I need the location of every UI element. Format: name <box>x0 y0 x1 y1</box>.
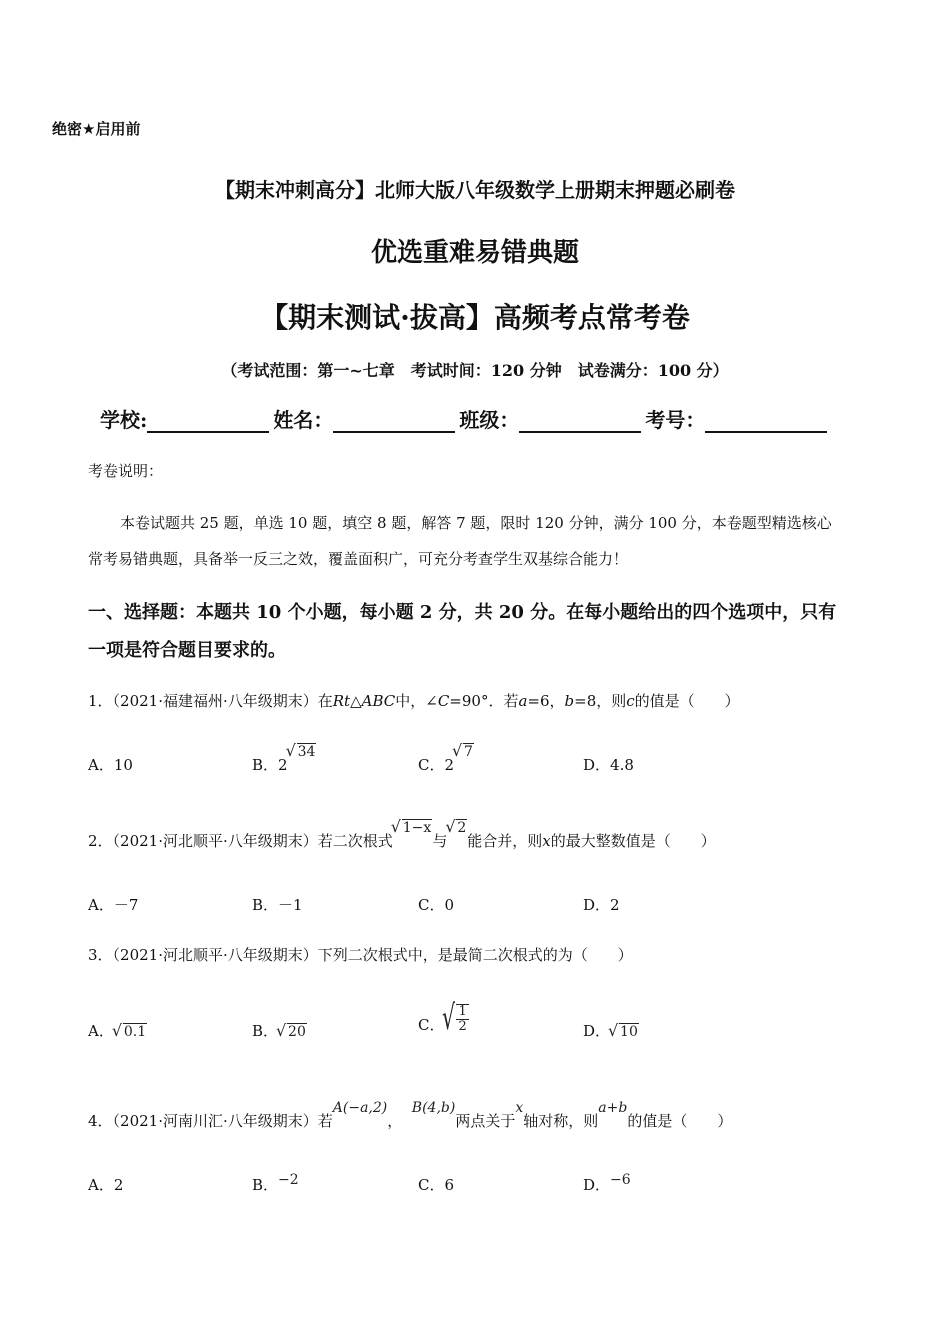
q3-option-c-denominator: 2 <box>458 1019 467 1034</box>
class-label: 班级： <box>459 408 520 432</box>
q1-option-b[interactable] <box>252 744 316 775</box>
q2-radical-2 <box>447 820 467 836</box>
q2-stem-pre: 2．（2021·河北顺平·八年级期末）若二次根式 <box>88 832 393 850</box>
q2-option-b[interactable]: B．－1 <box>252 896 303 914</box>
q4-expression: a+b <box>598 1100 628 1116</box>
q4-stem-end: 的值是（ ） <box>627 1112 733 1130</box>
q1-angle-var: C <box>437 692 450 710</box>
q4-option-d-value: −6 <box>610 1172 631 1188</box>
q3-option-a-label: A． <box>88 1022 114 1040</box>
q1-option-c[interactable] <box>418 744 474 775</box>
name-blank[interactable] <box>333 409 455 433</box>
q3-option-a-rad: 0.1 <box>123 1024 147 1040</box>
school-blank[interactable] <box>147 409 269 433</box>
q1-a-var: a <box>518 692 528 710</box>
question-3: 3．（2021·河北顺平·八年级期末）下列二次根式中，是最简二次根式的为（ ） <box>88 946 633 964</box>
q4-option-d-label: D． <box>583 1176 611 1194</box>
section-1-heading-line1: 一、选择题：本题共 10 个小题，每小题 2 分，共 20 分。在每小题给出的四个选项中，只有 <box>88 602 837 623</box>
q1-stem-end: 的值是（ ） <box>634 692 740 710</box>
notes-label: 考卷说明： <box>88 462 164 480</box>
q4-option-c[interactable]: C．6 <box>418 1176 455 1194</box>
q3-option-a-sqrt <box>114 1024 147 1040</box>
q2-stem-mid2: 能合并，则 <box>467 832 543 850</box>
q4-stem-pre: 4．（2021·河南川汇·八年级期末）若 <box>88 1112 333 1130</box>
q4-x-var: x <box>515 1100 524 1116</box>
q4-comma: ， <box>387 1112 403 1130</box>
q4-option-a[interactable]: A．2 <box>88 1176 124 1194</box>
number-label: 考号： <box>645 408 706 432</box>
q4-option-d[interactable] <box>583 1174 631 1195</box>
exam-title: 【期末测试·拔高】高频考点常考卷 <box>260 301 690 334</box>
q4-option-b[interactable] <box>252 1174 299 1195</box>
q1-option-c-rad: 7 <box>464 744 473 760</box>
q1-option-b-rad: 34 <box>297 744 316 760</box>
confidential-mark: 绝密★启用前 <box>52 120 141 138</box>
q1-option-c-sqrt <box>454 744 474 760</box>
q2-stem-end: 的最大整数值是（ ） <box>550 832 716 850</box>
q2-option-a[interactable]: A．－7 <box>88 896 139 914</box>
notes-line-2: 常考易错典题，具备举一反三之效，覆盖面积广，可充分考查学生双基综合能力！ <box>88 550 629 568</box>
q1-stem-mid: 中，∠ <box>395 692 438 710</box>
q3-option-c[interactable] <box>418 1004 469 1034</box>
q2-radical-1-rad: 1−x <box>402 820 432 836</box>
question-4 <box>88 1100 733 1131</box>
q3-option-a[interactable] <box>88 1020 147 1041</box>
q2-option-d[interactable]: D．2 <box>583 896 620 914</box>
q1-stem-pre: 1．（2021·福建福州·八年级期末）在 <box>88 692 333 710</box>
q1-b-var: b <box>564 692 575 710</box>
q1-triangle: Rt△ABC <box>332 692 396 710</box>
question-1 <box>88 690 740 711</box>
section-1-heading-line2: 一项是符合题目要求的。 <box>88 640 286 661</box>
q1-stem-mid2: =90°．若 <box>449 692 519 710</box>
q3-option-c-sqrt <box>444 1004 468 1034</box>
q3-option-d-label: D． <box>583 1022 611 1040</box>
q4-point-b: B(4,b) <box>411 1100 456 1116</box>
q3-option-d-sqrt <box>610 1024 639 1040</box>
name-label: 姓名： <box>273 408 334 432</box>
exam-subtitle: 优选重难易错典题 <box>370 238 579 268</box>
q3-option-c-numerator: √ 1 <box>458 1004 467 1019</box>
exam-range: （考试范围：第一~七章 考试时间：120 分钟 试卷满分：100 分） <box>221 361 729 380</box>
q1-option-d[interactable]: D．4.8 <box>583 756 634 774</box>
q3-option-d[interactable] <box>583 1020 639 1041</box>
number-blank[interactable] <box>705 409 827 433</box>
class-blank[interactable] <box>519 409 641 433</box>
q2-x-var: x <box>542 832 551 850</box>
q4-point-a: A(−a,2) <box>332 1100 388 1116</box>
q1-option-b-label: B．2 <box>252 756 288 774</box>
q4-option-b-label: B． <box>252 1176 279 1194</box>
q2-radical-1 <box>393 820 433 836</box>
student-info-row <box>100 404 831 433</box>
q3-option-d-rad: 10 <box>620 1024 638 1040</box>
q2-option-c[interactable]: C．0 <box>418 896 455 914</box>
school-label: 学校: <box>100 408 148 432</box>
q4-option-b-value: −2 <box>278 1172 299 1188</box>
notes-line-1: 本卷试题共 25 题，单选 10 题，填空 8 题，解答 7 题，限时 120 分钟，满分 100 分，本卷题型精选核心 <box>120 514 832 532</box>
q4-stem-mid: 两点关于 <box>455 1112 516 1130</box>
q1-a-val: =6， <box>527 692 565 710</box>
q3-option-b[interactable] <box>252 1020 307 1041</box>
q3-option-c-label: C． <box>418 1015 445 1034</box>
q1-c-var: c <box>626 692 635 710</box>
q1-option-a[interactable]: A．10 <box>88 756 133 774</box>
q1-b-val: =8，则 <box>574 692 627 710</box>
q2-stem-mid: 与 <box>432 832 448 850</box>
q2-radical-2-rad: 2 <box>457 820 467 836</box>
exam-series-title: 【期末冲刺高分】北师大版八年级数学上册期末押题必刷卷 <box>215 178 735 202</box>
q3-option-b-sqrt <box>278 1024 307 1040</box>
q3-option-b-rad: 20 <box>288 1024 306 1040</box>
q3-option-b-label: B． <box>252 1022 279 1040</box>
q4-stem-mid2: 轴对称，则 <box>523 1112 599 1130</box>
question-2 <box>88 820 716 851</box>
q1-option-c-label: C．2 <box>418 756 455 774</box>
q1-option-b-sqrt <box>288 744 317 760</box>
